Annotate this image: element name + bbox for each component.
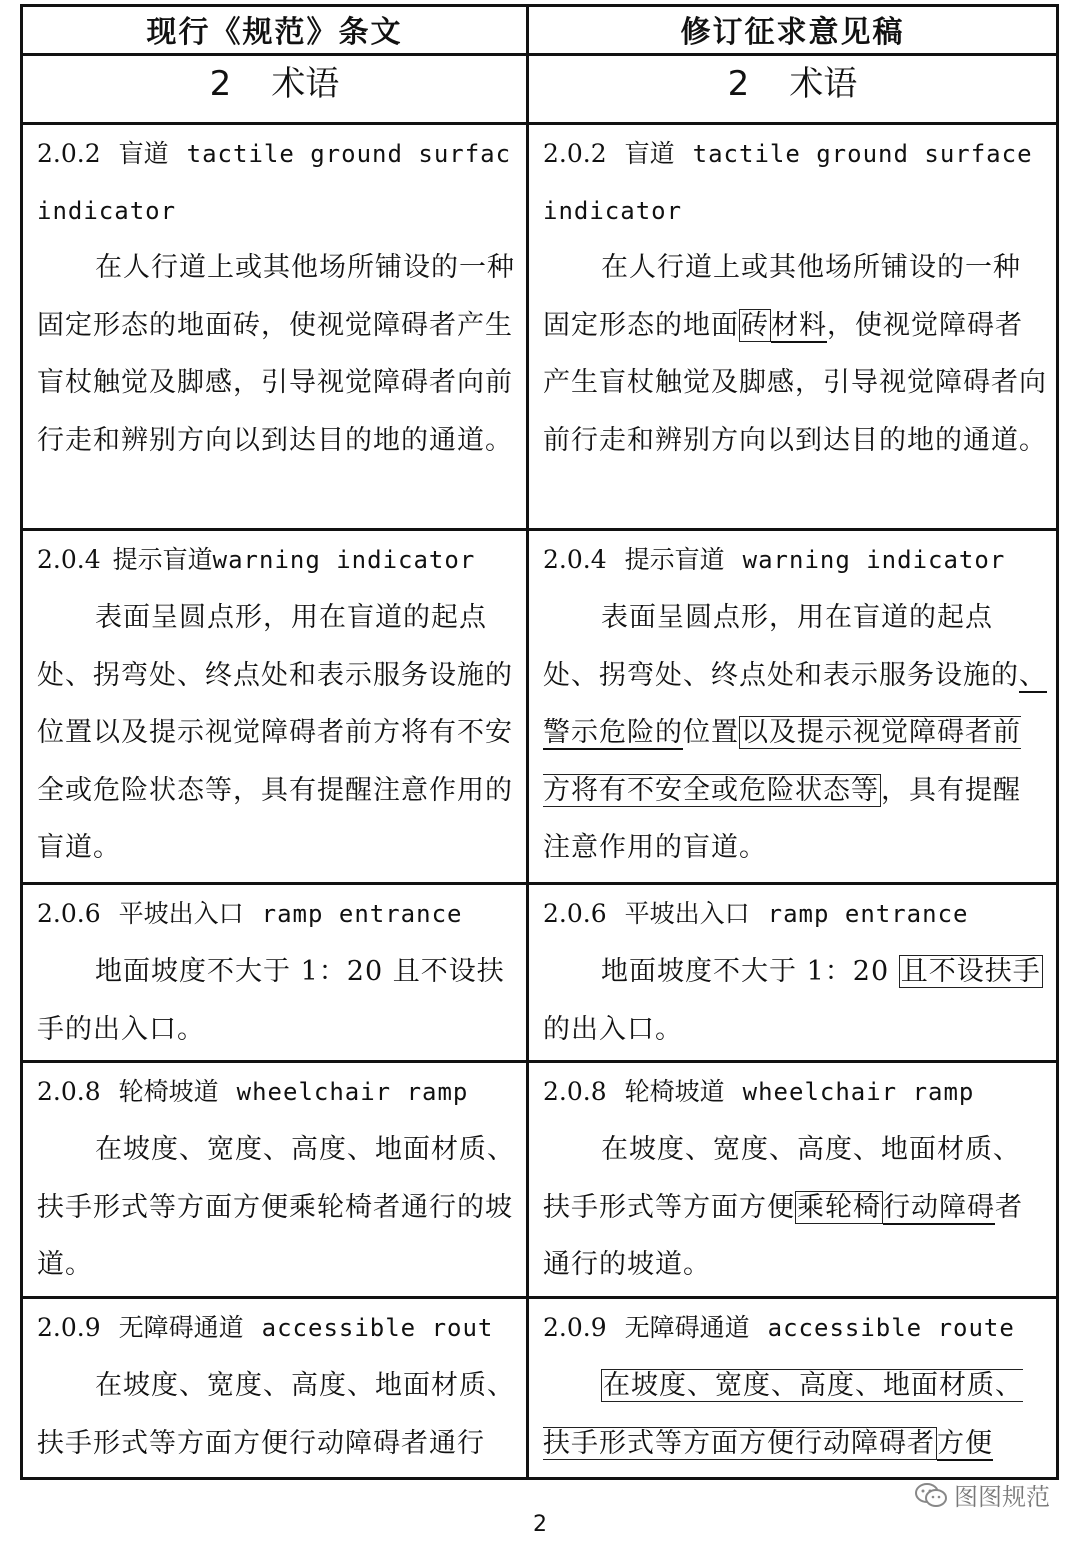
page-number: 2 <box>533 1512 547 1537</box>
term-cn: 无障碍通道 <box>118 1313 244 1342</box>
term-heading <box>37 531 526 589</box>
term-heading <box>543 1063 1056 1121</box>
header-revision-draft: 修订征求意见稿 <box>528 6 1058 55</box>
term-en: wheelchair ramp <box>742 1078 975 1106</box>
term-cn: 盲道 <box>624 139 675 168</box>
term-cn: 提示盲道 <box>112 545 213 574</box>
definition-segment: 在人行道上或其他场所铺设的一种固定形态的地面 <box>543 252 1021 341</box>
table-row <box>22 530 1058 884</box>
deleted-text-box: 且不设扶手 <box>900 956 1041 987</box>
added-text-underline: 、警示危险的 <box>543 659 1047 748</box>
term-en: accessible rout <box>261 1314 494 1342</box>
term-heading <box>37 1063 526 1121</box>
definition-text: 在坡度、宽度、高度、地面材质、扶手形式等方面方便乘轮椅者通行的坡道。 <box>37 1134 515 1280</box>
term-en-continued: indicator <box>543 197 683 225</box>
term-en: tactile ground surfac <box>186 140 512 168</box>
revision-cell <box>528 530 1058 884</box>
deleted-text-box: 在坡度、宽度、高度、地面材质、扶手形式等方面方便行动障碍者 <box>543 1370 1023 1459</box>
term-heading <box>37 1299 526 1357</box>
table-header-row <box>22 6 1058 55</box>
chapter-right <box>528 55 1058 124</box>
term-cn: 平坡出入口 <box>624 899 750 928</box>
definition-text <box>543 1121 1056 1294</box>
term-cn: 提示盲道 <box>624 545 725 574</box>
revision-cell <box>528 1062 1058 1298</box>
term-number: 2.0.9 <box>543 1313 607 1342</box>
table-row <box>22 884 1058 1062</box>
table-row <box>22 124 1058 530</box>
definition-text <box>543 239 1056 469</box>
watermark <box>914 1477 1050 1512</box>
revision-cell <box>528 124 1058 530</box>
term-heading <box>543 885 1056 943</box>
term-number: 2.0.4 <box>37 545 101 574</box>
deleted-text-box: 乘轮椅 <box>797 1191 881 1223</box>
term-heading <box>543 125 1056 183</box>
definition-text: 在坡度、宽度、高度、地面材质、扶手形式等方面方便行动障碍者通行 <box>37 1370 515 1459</box>
added-text-underline: 方便 <box>937 1427 993 1459</box>
term-number: 2.0.6 <box>37 899 101 928</box>
current-clause-cell <box>22 884 528 1062</box>
chapter-left <box>22 55 528 124</box>
chapter-title: 术语 <box>789 64 858 104</box>
table-row <box>22 1298 1058 1479</box>
header-current-clause: 现行《规范》条文 <box>22 6 528 55</box>
definition-segment: ，具有提醒注意作用的盲道。 <box>543 774 1021 863</box>
definition-text <box>543 943 1056 1058</box>
term-cn: 轮椅坡道 <box>624 1077 725 1106</box>
definition-text: 表面呈圆点形，用在盲道的起点处、拐弯处、终点处和表示服务设施的位置以及提示视觉障碍者前方将有不安全或危险状态等，具有提醒注意作用的盲道。 <box>37 602 513 863</box>
term-number: 2.0.9 <box>37 1313 101 1342</box>
definition-segment: 者通行的坡道。 <box>543 1191 1023 1280</box>
term-heading <box>543 531 1056 589</box>
added-text-underline: 行动障碍 <box>883 1191 995 1223</box>
current-clause-cell <box>22 124 528 530</box>
deleted-text-box: 以及提示视觉障碍者前方将有不安全或危险状态等 <box>543 717 1021 806</box>
term-en: ramp entrance <box>767 900 969 928</box>
definition-text <box>543 589 1056 877</box>
term-number: 2.0.6 <box>543 899 607 928</box>
current-clause-cell <box>22 1062 528 1298</box>
deleted-text-box: 砖 <box>741 309 769 341</box>
term-heading <box>37 885 526 943</box>
term-cn: 无障碍通道 <box>624 1313 750 1342</box>
definition-segment: ，使视觉障碍者产生盲杖触觉及脚感，引导视觉障碍者向前行走和辨别方向以到达目的地的通道。 <box>543 309 1047 456</box>
definition-segment: 表面呈圆点形，用在盲道的起点处、拐弯处、终点处和表示服务设施的 <box>543 602 1019 691</box>
definition-segment: 的出入口。 <box>543 1013 683 1045</box>
term-heading <box>543 1299 1056 1357</box>
chapter-row <box>22 55 1058 124</box>
term-number: 2.0.4 <box>543 545 607 574</box>
watermark-text: 图图规范 <box>954 1483 1050 1511</box>
chapter-title: 术语 <box>271 64 340 104</box>
revision-cell <box>528 1298 1058 1479</box>
term-number: 2.0.8 <box>37 1077 101 1106</box>
term-number: 2.0.2 <box>37 139 101 168</box>
chapter-number: 2 <box>727 64 750 104</box>
added-text-underline: 材料 <box>771 309 827 341</box>
definition-segment: 地面坡度不大于 1：20 <box>601 956 899 987</box>
revision-cell <box>528 884 1058 1062</box>
term-cn: 盲道 <box>118 139 169 168</box>
definition-text: 在人行道上或其他场所铺设的一种固定形态的地面砖，使视觉障碍者产生盲杖触觉及脚感，引导视觉障碍者向前行走和辨别方向以到达目的地的通道。 <box>37 252 515 456</box>
term-en: accessible route <box>767 1314 1015 1342</box>
table-row <box>22 1062 1058 1298</box>
term-en: wheelchair ramp <box>236 1078 469 1106</box>
definition-segment: 位置 <box>683 717 739 748</box>
current-clause-cell <box>22 530 528 884</box>
comparison-table <box>20 4 1059 1480</box>
term-number: 2.0.8 <box>543 1077 607 1106</box>
definition-segment: 在坡度、宽度、高度、地面材质、扶手形式等方面方便 <box>543 1134 1021 1223</box>
term-en-continued: indicator <box>37 197 177 225</box>
term-en: tactile ground surface <box>692 140 1033 168</box>
definition-text: 地面坡度不大于 1：20 且不设扶手的出入口。 <box>37 956 505 1045</box>
term-en: warning indicator <box>212 546 476 574</box>
term-heading <box>37 125 526 183</box>
chapter-number: 2 <box>209 64 232 104</box>
wechat-icon <box>914 1482 948 1508</box>
term-number: 2.0.2 <box>543 139 607 168</box>
term-cn: 平坡出入口 <box>118 899 244 928</box>
term-cn: 轮椅坡道 <box>118 1077 219 1106</box>
term-en: ramp entrance <box>261 900 463 928</box>
definition-text <box>543 1357 1056 1472</box>
term-en: warning indicator <box>742 546 1006 574</box>
current-clause-cell <box>22 1298 528 1479</box>
